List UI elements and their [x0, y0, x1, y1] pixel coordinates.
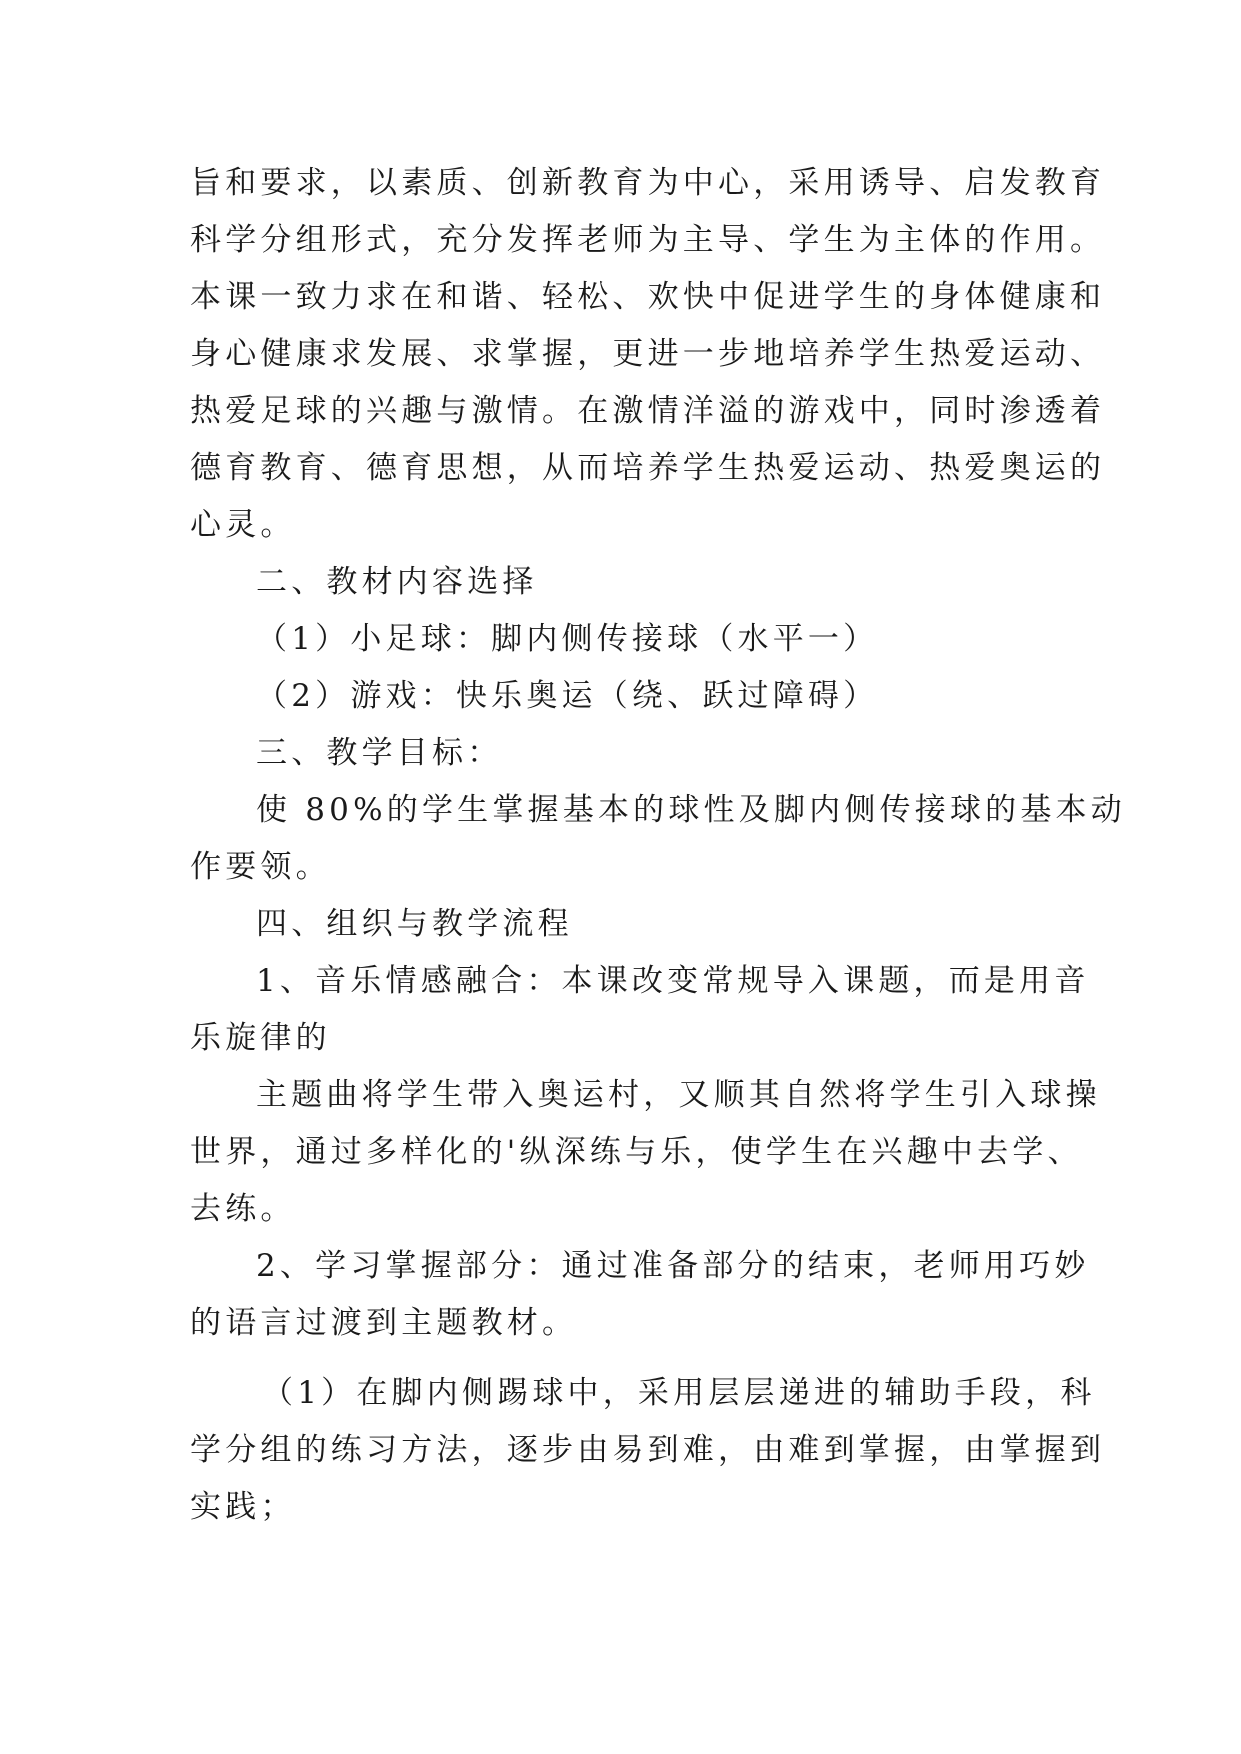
section-heading: 三、教学目标： — [256, 735, 503, 771]
text-line: 身心健康求发展、求掌握，更进一步地培养学生热爱运动、 — [190, 336, 1106, 372]
text-line: 旨和要求，以素质、创新教育为中心，采用诱导、启发教育 — [190, 165, 1106, 201]
text-line: 1、音乐情感融合：本课改变常规导入课题，而是用音 — [256, 963, 1090, 999]
list-item: （1）在脚内侧踢球中，采用层层递进的辅助手段，科 — [262, 1375, 1096, 1411]
text-line: 心灵。 — [190, 507, 296, 543]
section-heading: 二、教材内容选择 — [256, 564, 538, 600]
text-line: 使 80%的学生掌握基本的球性及脚内侧传接球的基本动 — [256, 792, 1126, 828]
text-line: 热爱足球的兴趣与激情。在激情洋溢的游戏中，同时渗透着 — [190, 393, 1106, 429]
text-line: 科学分组形式，充分发挥老师为主导、学生为主体的作用。 — [190, 222, 1106, 258]
text-line: 实践； — [190, 1489, 296, 1525]
text-line: 作要领。 — [190, 849, 331, 885]
text-line: 世界，通过多样化的'纵深练与乐，使学生在兴趣中去学、 — [190, 1134, 1083, 1170]
text-line: 学分组的练习方法，逐步由易到难，由难到掌握，由掌握到 — [190, 1432, 1106, 1468]
text-line: 的语言过渡到主题教材。 — [190, 1305, 578, 1341]
list-item: （2）游戏：快乐奥运（绕、跃过障碍） — [256, 678, 879, 714]
text-line: 主题曲将学生带入奥运村，又顺其自然将学生引入球操 — [256, 1077, 1101, 1113]
section-heading: 四、组织与教学流程 — [256, 906, 573, 942]
text-line: 去练。 — [190, 1191, 296, 1227]
text-line: 本课一致力求在和谐、轻松、欢快中促进学生的身体健康和 — [190, 279, 1106, 315]
text-line: 德育教育、德育思想，从而培养学生热爱运动、热爱奥运的 — [190, 450, 1106, 486]
text-line: 乐旋律的 — [190, 1020, 331, 1056]
list-item: （1）小足球：脚内侧传接球（水平一） — [256, 621, 879, 657]
text-line: 2、学习掌握部分：通过准备部分的结束，老师用巧妙 — [256, 1248, 1090, 1284]
